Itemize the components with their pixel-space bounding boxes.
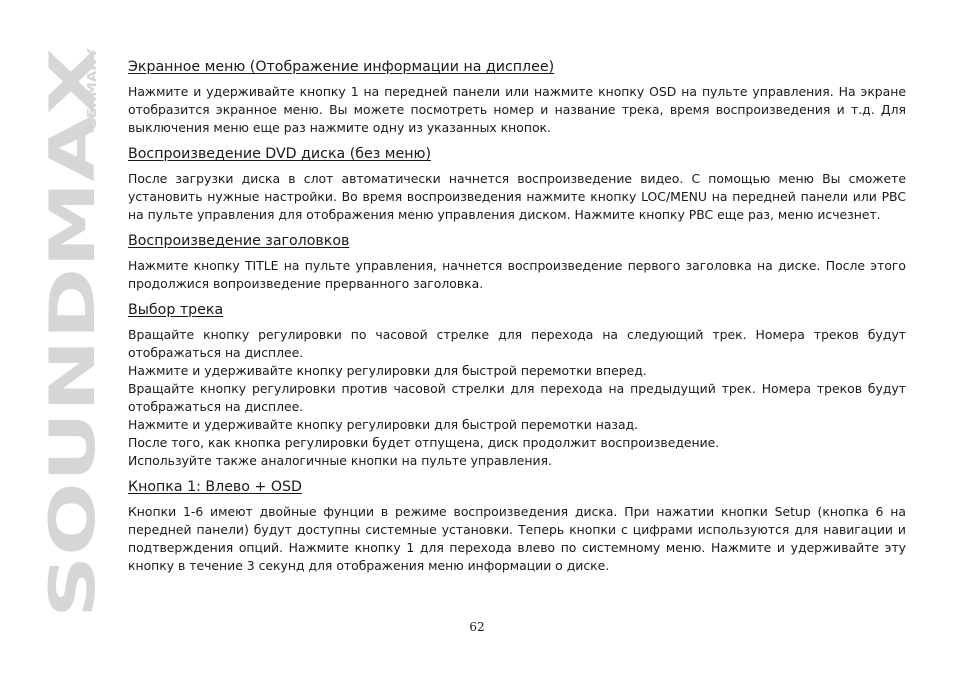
section-osd-menu [128,57,906,137]
page-number: 62 [469,620,485,634]
brand-logo-text: SOUNDMAX [36,209,109,618]
section-heading: Воспроизведение заголовков [128,233,350,249]
paragraph: Кнопки 1-6 имеют двойные фунции в режиме воспроизведения диска. При нажатии кнопки Setup (кнопка 6 на передней панели) будут доступны системные установки. Теперь кнопки с цифрами используются для навигации и подтверждения опций. Нажмите кнопку 1 для перехода влево по системному меню. Нажмите и удерживайте эту кнопку в течение 3 секунд для отображения меню информации о диске. [128,504,906,573]
paragraph: После загрузки диска в слот автоматически начнется воспроизведение видео. С помощью меню Вы сможете установить нужные настройки. Во время воспроизведения нажмите кнопку LOC/MENU на передней панели или PBC на пульте управления для отображения меню управления диском. Нажмите кнопку PBC еще раз, меню исчезнет. [128,171,906,222]
paragraph: Нажмите и удерживайте кнопку 1 на передней панели или нажмите кнопку OSD на пульте управления. На экране отобразится экранное меню. Вы можете посмотреть номер и название трека, время воспроизведения и т.д. Для выключения меню еще раз нажмите одну из указанных кнопок. [128,84,906,135]
paragraph: Нажмите и удерживайте кнопку регулировки для быстрой перемотки назад. [128,417,639,432]
section-heading: Кнопка 1: Влево + OSD [128,479,302,495]
section-heading: Воспроизведение DVD диска (без меню) [128,146,431,162]
manual-page-content [128,57,906,582]
section-heading: Выбор трека [128,302,224,318]
section-track-selection [128,300,906,470]
paragraph: Вращайте кнопку регулировки против часовой стрелки для перехода на предыдущий трек. Номера треков будут отображаться на дисплее. [128,381,906,414]
paragraph: Нажмите и удерживайте кнопку регулировки для быстрой перемотки вперед. [128,363,647,378]
section-dvd-playback [128,144,906,224]
paragraph: Вращайте кнопку регулировки по часовой стрелке для перехода на следующий трек. Номера треков будут отображаться на дисплее. [128,327,906,360]
paragraph: Используйте также аналогичные кнопки на пульте управления. [128,453,552,468]
brand-subtext: GERMANY [85,62,99,130]
soundmax-logo-watermark [0,0,110,675]
section-heading: Экранное меню (Отображение информации на дисплее) [128,59,555,75]
paragraph: Нажмите кнопку TITLE на пульте управления, начнется воспроизведение первого заголовка на диске. После этого продолжися вопроизведение прерванного заголовка. [128,258,906,291]
paragraph: После того, как кнопка регулировки будет отпущена, диск продолжит воспроизведение. [128,435,720,450]
section-title-playback [128,231,906,293]
section-button-1-left-osd [128,477,906,575]
